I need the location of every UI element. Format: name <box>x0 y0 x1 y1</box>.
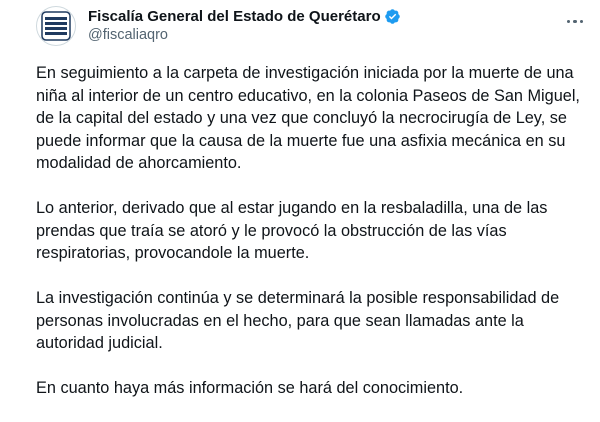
name-row <box>88 7 401 26</box>
more-options-button[interactable] <box>564 8 586 30</box>
tweet-header <box>36 4 586 48</box>
tweet-text <box>36 62 582 422</box>
handle[interactable]: @fiscaliaqro <box>88 27 168 43</box>
avatar[interactable] <box>36 6 76 46</box>
more-horizontal-icon <box>565 10 585 28</box>
fiscalia-logo <box>41 11 71 41</box>
display-name[interactable]: Fiscalía General del Estado de Querétaro <box>88 8 381 25</box>
tweet-paragraph: En seguimiento a la carpeta de investigación iniciada por la muerte de una niña al interior de un centro educativo, en la colonia Paseos de San Miguel, de la capital del estado y una vez que concluyó la necrocirugía de Ley, se puede informar que la causa de la muerte fue una asfixia mecánica en su modalidad de ahorcamiento. <box>36 64 580 172</box>
verified-badge-icon <box>384 8 401 25</box>
tweet-paragraph: La investigación continúa y se determinará la posible responsabilidad de personas involucradas en el hecho, para que sean llamadas ante la autoridad judicial. <box>36 289 560 352</box>
tweet-paragraph: En cuanto haya más información se hará del conocimiento. <box>36 379 464 397</box>
tweet-paragraph: Lo anterior, derivado que al estar jugando en la resbaladilla, una de las prendas que traía se atoró y le provocó la obstrucción de las vías respiratorias, provocandole la muerte. <box>36 199 548 262</box>
account-names <box>88 7 401 45</box>
